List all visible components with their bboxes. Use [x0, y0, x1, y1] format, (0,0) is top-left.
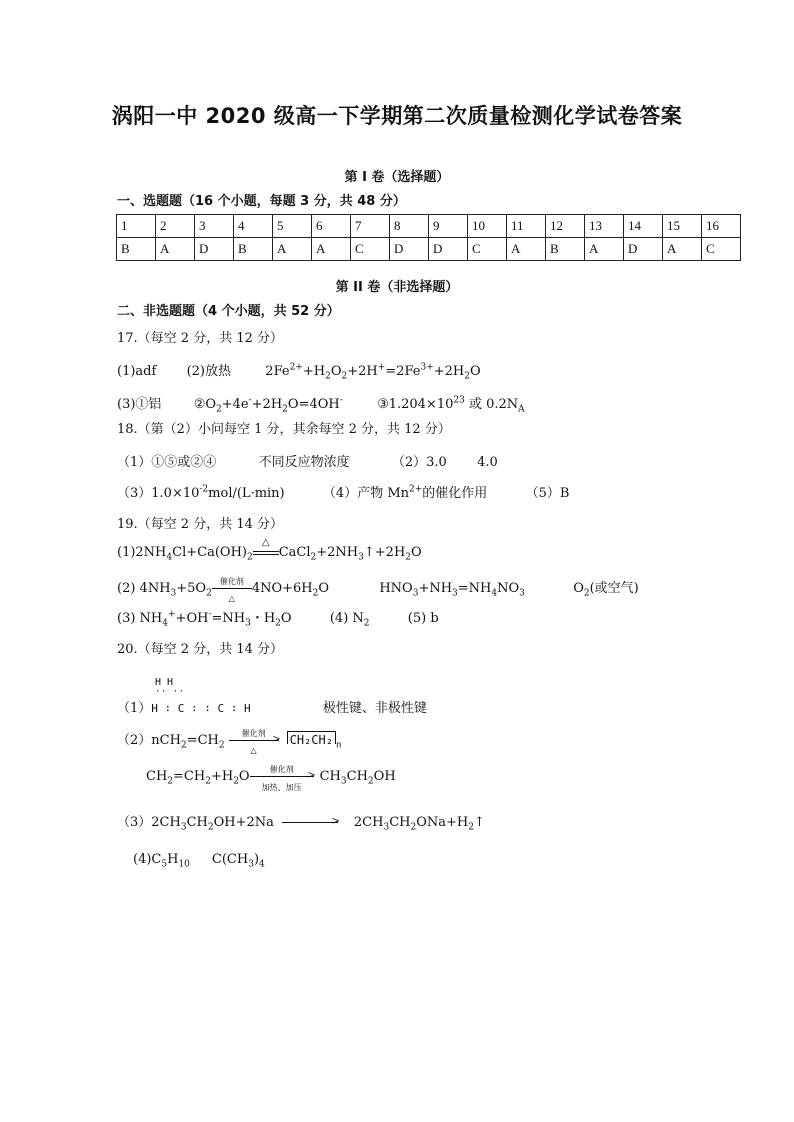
question-number: 9	[429, 215, 468, 238]
q18-b1: $(3)1.0\times 10^{-2}mol/(L\cdot\min)$	[117, 484, 285, 501]
q17-header: 17.（每空 2 分，共 12 分）	[117, 331, 284, 346]
answer-cell: C	[468, 238, 507, 261]
q18-header: 18.（第（2）小问每空 1 分，其余每空 2 分，共 12 分）	[117, 422, 451, 437]
q18-line2	[117, 482, 569, 501]
question-number: 8	[390, 215, 429, 238]
question-number: 7	[351, 215, 390, 238]
q19-l3b: (4) $N_2$	[329, 611, 370, 629]
q19-l3c: (5) b	[407, 611, 439, 626]
page-title: 涡阳一中 2020 级高一下学期第二次质量检测化学试卷答案	[111, 104, 683, 128]
part2-heading: 第 II 卷（非选择题）	[335, 280, 459, 295]
q20-line2b: $CH_2=CH_2+H_2O$ 催化剂 > 加热、加压 $CH_3CH_2OH$	[146, 765, 396, 792]
q20-line1	[117, 697, 427, 716]
question-number: 16	[702, 215, 741, 238]
answer-cell: C	[702, 238, 741, 261]
answer-cell: B	[117, 238, 156, 261]
q19-line2	[117, 577, 639, 603]
answer-cell: A	[507, 238, 546, 261]
answer-table-answers	[117, 238, 741, 261]
q19-line1: $(1)2NH_4Cl+Ca(OH)_2$ △ $CaCl_2+2NH_3↑+2H_2O$	[117, 536, 422, 563]
q19-l3-equation: (3) $NH_4^++OH^-=NH_3$・$H_2O$	[117, 609, 292, 629]
q19-l2c: $O_2$(或空气)	[573, 581, 639, 599]
answer-cell: D	[624, 238, 663, 261]
q19-header: 19.（每空 2 分，共 14 分）	[117, 517, 284, 532]
q18-a3: （2）3.0	[391, 455, 447, 470]
question-number: 10	[468, 215, 507, 238]
q19-l2-equation: (2) $4NH_3+5O_2$ 催化剂 △ $4NO+6H_2O$	[117, 577, 330, 603]
q17-b2-equation: $②O_2+4e^-+2H_2O=4OH^-$	[193, 395, 343, 415]
polyethylene-formula: CH₂CH₂ $_n$	[287, 733, 342, 747]
reaction-arrow: >	[282, 822, 338, 823]
answer-table	[116, 214, 741, 261]
q20-l1-answer: 极性键、非极性键	[322, 701, 427, 716]
answer-table-numbers	[117, 215, 741, 238]
ethylene-electron-formula: H ∶ C ∶ ∶ C ∶ H	[151, 702, 251, 715]
q17-b1: (3)①铝	[117, 397, 162, 412]
q18-line1	[117, 451, 498, 470]
heat-equals-sign: △	[253, 551, 279, 555]
part1-section: 一、选题题（16 个小题，每题 3 分，共 48 分）	[117, 194, 406, 209]
q17-line2	[117, 393, 525, 415]
q17-a1: (1)adf	[117, 364, 157, 379]
answer-cell: A	[312, 238, 351, 261]
electron-formula-dots: ·· ··	[155, 687, 185, 697]
q18-b3: （5）B	[525, 486, 570, 501]
answer-cell: A	[273, 238, 312, 261]
q18-b2: （4）产物 $Mn^{2+}$的催化作用	[322, 484, 488, 501]
q20-line3: $(3)2CH_3CH_2OH+2Na$ > $2CH_3CH_2ONa+H_2↑$	[117, 815, 485, 833]
question-number: 14	[624, 215, 663, 238]
answer-cell: C	[351, 238, 390, 261]
reaction-arrow: 催化剂 △	[212, 588, 252, 589]
q19-l2b-equation: $HNO_3+NH_3=NH_4NO_3$	[379, 581, 525, 599]
answer-cell: A	[585, 238, 624, 261]
question-number: 4	[234, 215, 273, 238]
answer-cell: B	[546, 238, 585, 261]
answer-cell: D	[390, 238, 429, 261]
q20-line4: $(4)C_5H_{10}$ $C(CH_3)_4$	[133, 852, 265, 870]
question-number: 11	[507, 215, 546, 238]
question-number: 15	[663, 215, 702, 238]
q19-line3	[117, 607, 439, 629]
reaction-arrow: 催化剂 > 加热、加压	[250, 776, 314, 777]
q18-a2: 不同反应物浓度	[258, 455, 350, 470]
question-number: 6	[312, 215, 351, 238]
question-number: 13	[585, 215, 624, 238]
reaction-arrow: 催化剂 > △	[229, 740, 279, 741]
q18-a1: （1）①⑤或②④	[117, 455, 217, 470]
question-number: 5	[273, 215, 312, 238]
q20-line2: $(2)nCH_2=CH_2$ 催化剂 > △ CH₂CH₂ $_n$	[117, 729, 342, 755]
q20-l1-label: （1）	[117, 701, 152, 716]
q17-a2: (2)放热	[186, 364, 232, 379]
answer-cell: D	[195, 238, 234, 261]
electron-formula-top: H H	[155, 677, 174, 688]
question-number: 1	[117, 215, 156, 238]
q18-a4: 4.0	[477, 455, 498, 470]
question-number: 12	[546, 215, 585, 238]
q17-b3: $③1.204\times 10^{23}$ 或 $0.2N_A$	[377, 395, 525, 415]
answer-cell: D	[429, 238, 468, 261]
q17-a3-equation: $2Fe^{2+}+H_2O_2+2H^+=2Fe^{3+}+2H_2O$	[265, 362, 481, 382]
question-number: 2	[156, 215, 195, 238]
answer-cell: A	[156, 238, 195, 261]
answer-cell: B	[234, 238, 273, 261]
q17-line1	[117, 360, 481, 382]
answer-cell: A	[663, 238, 702, 261]
question-number: 3	[195, 215, 234, 238]
part1-heading: 第 I 卷（选择题）	[344, 170, 450, 185]
part2-section: 二、非选题题（4 个小题，共 52 分）	[117, 304, 340, 319]
q20-header: 20.（每空 2 分，共 14 分）	[117, 642, 284, 657]
